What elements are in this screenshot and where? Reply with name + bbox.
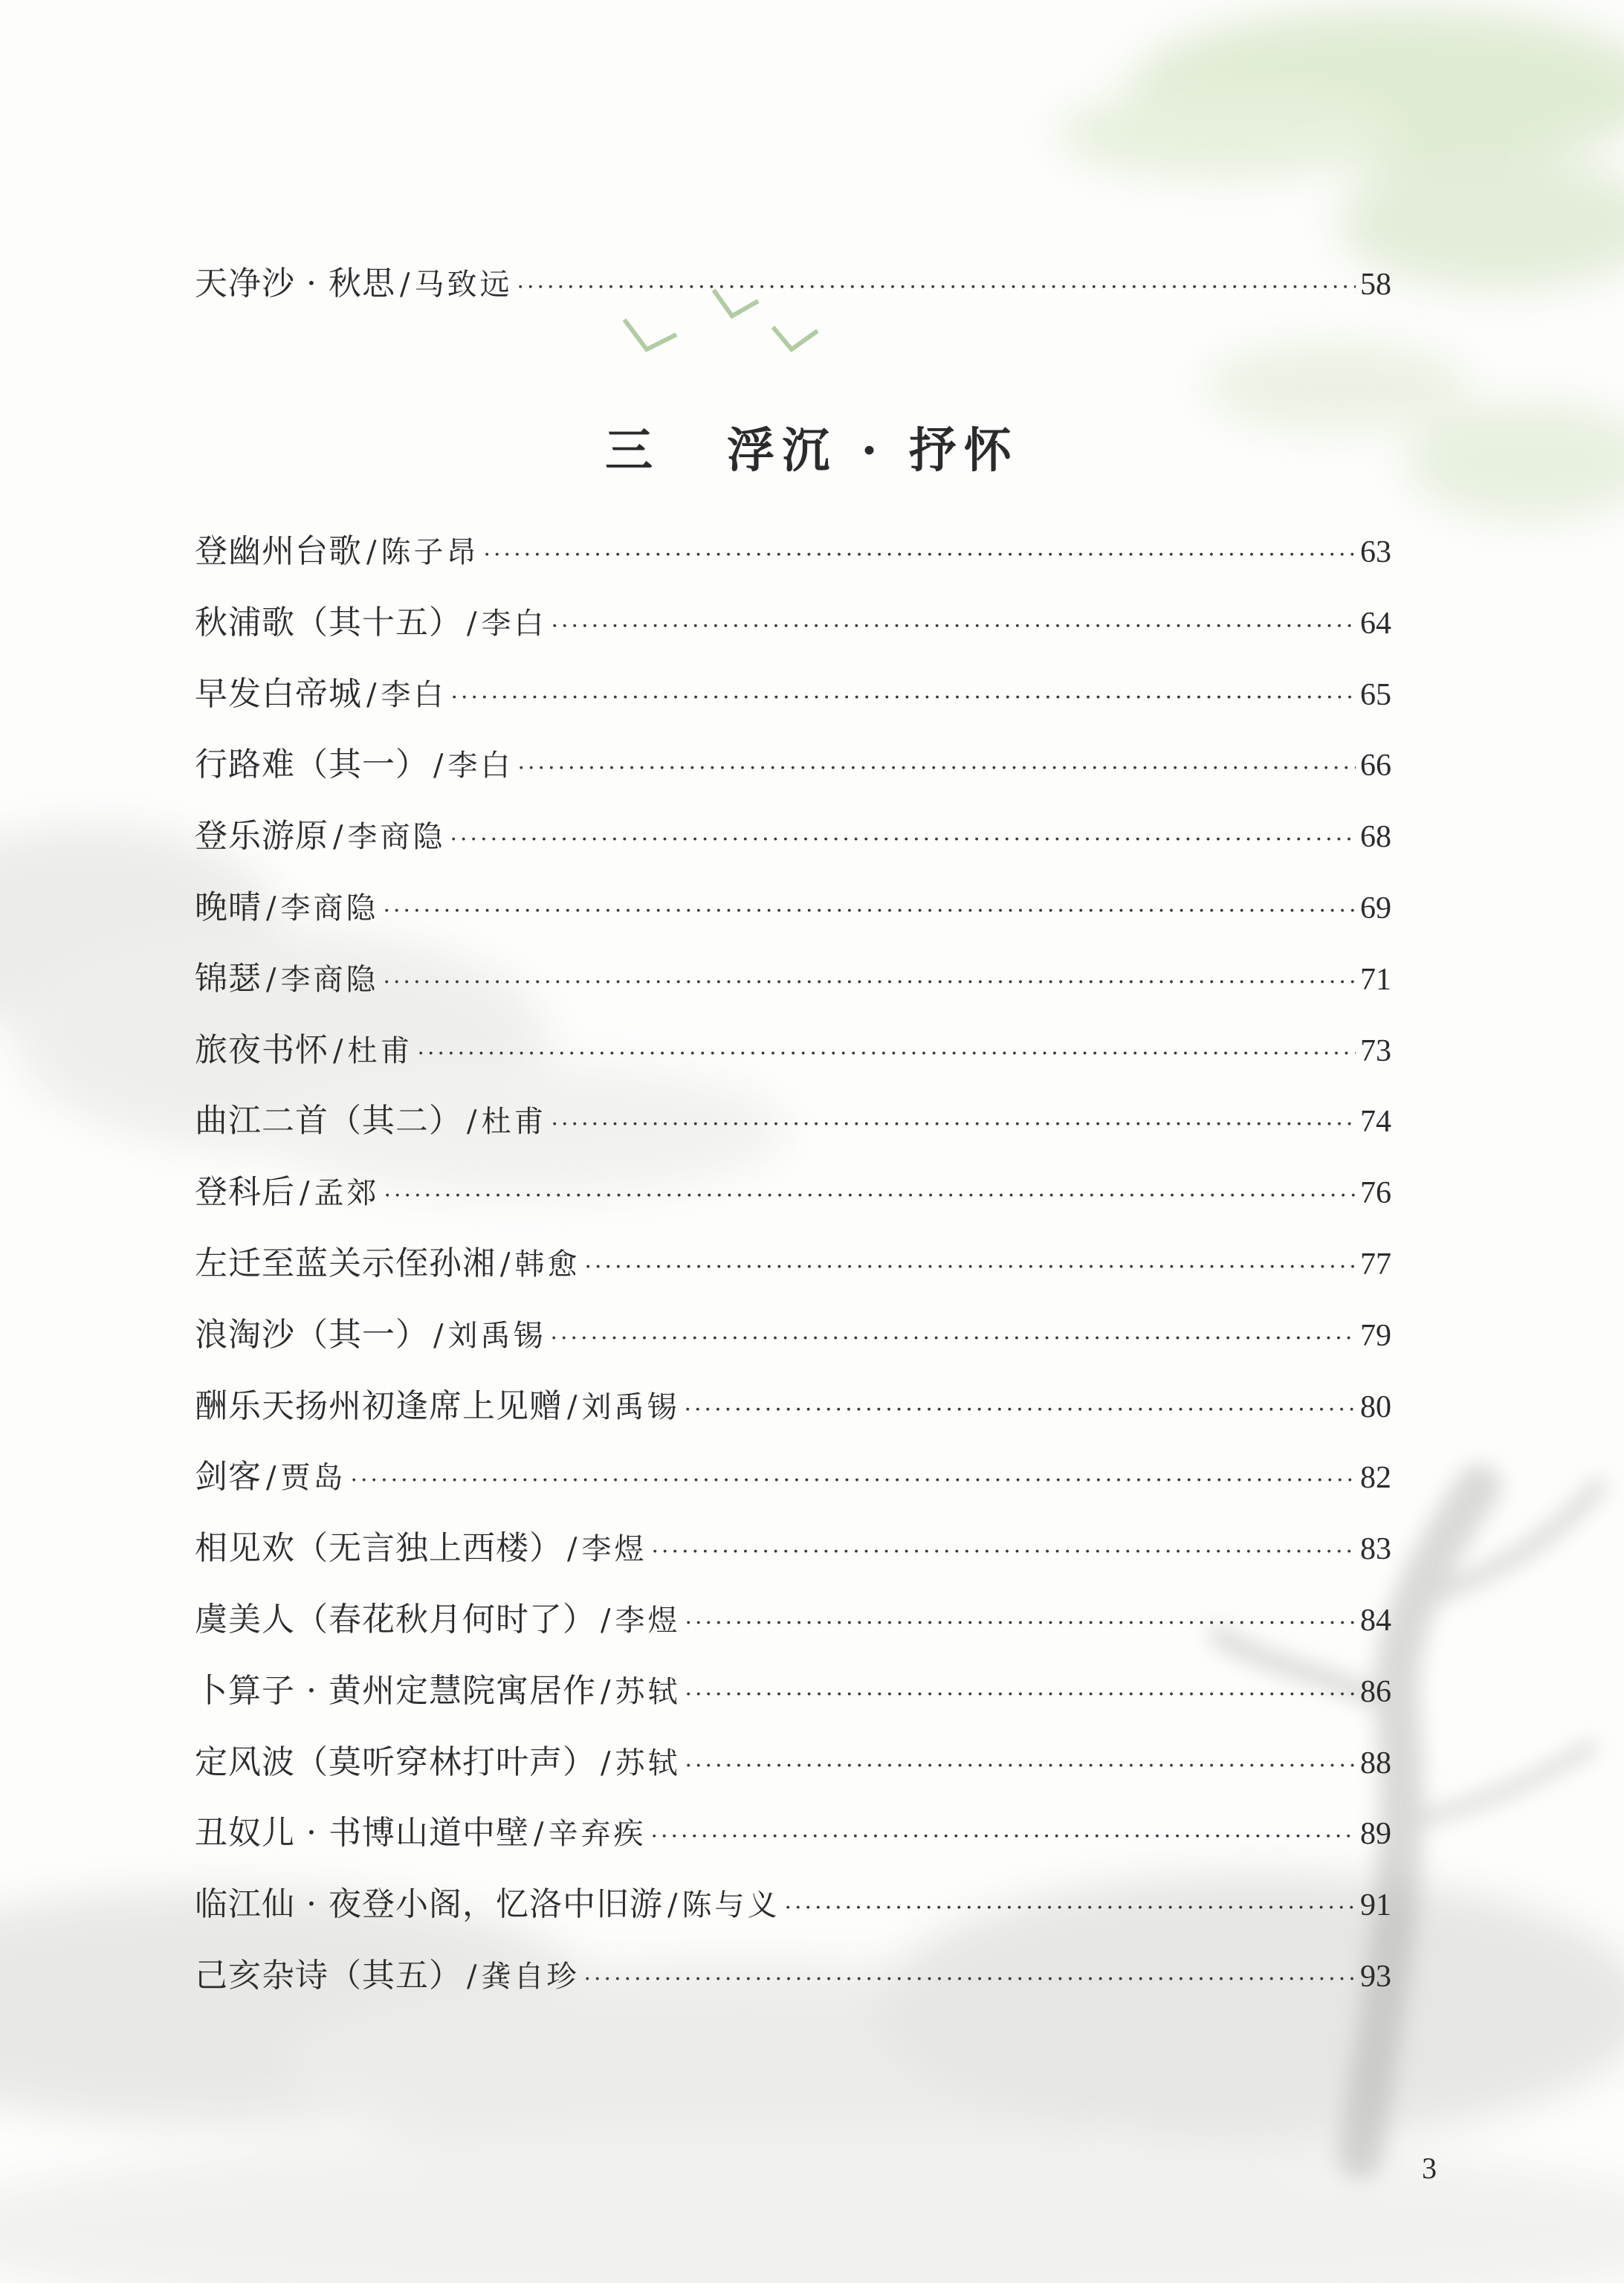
entry-separator: / — [667, 1888, 678, 1923]
entry-separator: / — [433, 1318, 444, 1353]
section-heading — [0, 413, 1624, 481]
entry-author: 龚自珍 — [481, 1960, 580, 1994]
entry-page: 76 — [1360, 1176, 1391, 1211]
toc-entry[interactable] — [195, 1094, 1391, 1146]
entry-page: 71 — [1360, 962, 1391, 997]
entry-author: 刘禹锡 — [581, 1389, 680, 1424]
entry-title: 定风波（莫听穿林打叶声） — [195, 1743, 596, 1781]
entry-separator: / — [567, 1389, 578, 1424]
entry-separator: / — [433, 749, 444, 784]
entry-separator: / — [533, 1817, 544, 1852]
entry-separator: / — [366, 677, 377, 712]
leader-dots — [517, 755, 1356, 781]
entry-author: 李煜 — [615, 1604, 681, 1638]
entry-title: 左迁至蓝关示侄孙湘 — [195, 1244, 496, 1282]
page-number: 3 — [1422, 2151, 1437, 2185]
entry-page: 79 — [1360, 1318, 1391, 1353]
toc-entry[interactable] — [195, 1877, 1391, 1929]
entry-separator: / — [333, 820, 343, 855]
toc-entry[interactable] — [195, 1735, 1391, 1787]
entry-title: 浪淘沙（其一） — [195, 1315, 429, 1354]
entry-title: 临江仙 · 夜登小阁，忆洛中旧游 — [195, 1885, 663, 1924]
entry-author: 杜甫 — [347, 1033, 413, 1068]
leader-dots — [685, 1753, 1356, 1779]
entry-separator: / — [467, 1105, 477, 1140]
entry-page: 73 — [1360, 1033, 1391, 1068]
entry-author: 陈与义 — [682, 1888, 780, 1923]
leader-dots — [417, 1041, 1356, 1067]
leader-dots — [551, 1111, 1356, 1137]
leader-dots — [685, 1682, 1356, 1708]
leader-dots — [584, 1254, 1356, 1280]
leader-dots — [383, 898, 1356, 924]
entry-author: 贾岛 — [280, 1461, 346, 1496]
leader-dots — [384, 1183, 1356, 1209]
leader-dots — [550, 1325, 1356, 1352]
entry-title: 曲江二首（其二） — [195, 1102, 462, 1140]
entry-page: 86 — [1360, 1674, 1391, 1709]
leader-dots — [383, 969, 1356, 995]
entry-page: 58 — [1360, 268, 1391, 302]
entry-title: 登科后 — [195, 1173, 295, 1212]
entry-title: 晚晴 — [195, 888, 262, 926]
toc-entry[interactable] — [195, 595, 1391, 648]
toc-entry[interactable] — [195, 737, 1391, 789]
entry-title: 秋浦歌（其十五） — [195, 603, 462, 642]
entry-separator: / — [399, 268, 410, 302]
toc-entry[interactable] — [195, 880, 1391, 932]
section-number: 三 — [605, 423, 661, 479]
leader-dots — [483, 542, 1356, 568]
entry-page: 84 — [1360, 1604, 1391, 1638]
entry-title: 虞美人（春花秋月何时了） — [195, 1601, 596, 1638]
entry-title: 己亥杂诗（其五） — [195, 1957, 462, 1995]
entry-page: 93 — [1360, 1960, 1391, 1994]
leader-dots — [517, 274, 1356, 300]
toc-entry[interactable] — [195, 667, 1391, 719]
entry-page: 66 — [1360, 749, 1391, 784]
entry-page: 68 — [1360, 820, 1391, 855]
leader-dots — [583, 1966, 1356, 1992]
toc-entry[interactable] — [195, 1023, 1391, 1075]
entry-title: 卜算子 · 黄州定慧院寓居作 — [195, 1671, 596, 1710]
section-title: 浮沉 · 抒怀 — [727, 423, 1019, 479]
toc-entry[interactable] — [195, 1165, 1391, 1217]
toc-entry[interactable] — [195, 1521, 1391, 1573]
entry-page: 83 — [1360, 1532, 1391, 1567]
entry-separator: / — [601, 1604, 611, 1638]
entry-author: 孟郊 — [314, 1176, 380, 1211]
leader-dots — [651, 1539, 1356, 1565]
toc-entry[interactable] — [195, 1948, 1391, 2001]
entry-title: 旅夜书怀 — [195, 1030, 329, 1069]
entry-author: 苏轼 — [615, 1746, 681, 1780]
toc-entry[interactable] — [195, 1236, 1391, 1288]
toc-entry[interactable] — [195, 809, 1391, 861]
entry-author: 马致远 — [414, 268, 513, 302]
entry-title: 早发白帝城 — [195, 674, 362, 713]
toc-entry[interactable] — [195, 1308, 1391, 1360]
entry-separator: / — [500, 1247, 511, 1282]
leader-dots — [450, 827, 1356, 853]
toc-entry[interactable] — [195, 1664, 1391, 1716]
entry-author: 李商隐 — [280, 891, 379, 926]
entry-page: 64 — [1360, 606, 1391, 641]
entry-title: 行路难（其一） — [195, 746, 429, 784]
entry-author: 李白 — [481, 606, 547, 641]
entry-separator: / — [366, 535, 377, 569]
entry-title: 锦瑟 — [195, 959, 262, 998]
entry-title: 登幽州台歌 — [195, 532, 362, 570]
entry-title: 酬乐天扬州初逢席上见赠 — [195, 1386, 563, 1425]
entry-author: 李白 — [447, 749, 514, 784]
leader-dots — [350, 1467, 1356, 1494]
entry-separator: / — [467, 606, 477, 641]
toc-entry[interactable] — [195, 256, 1391, 309]
toc-entry[interactable] — [195, 524, 1391, 576]
entry-separator: / — [567, 1532, 578, 1567]
toc-entry[interactable] — [195, 1379, 1391, 1431]
entry-title: 天净沙 · 秋思 — [195, 265, 395, 303]
entry-title: 相见欢（无言独上西楼） — [195, 1529, 563, 1568]
entry-page: 82 — [1360, 1461, 1391, 1496]
toc-entry[interactable] — [195, 1592, 1391, 1644]
entry-title: 丑奴儿 · 书博山道中壁 — [195, 1814, 529, 1853]
leader-dots — [784, 1895, 1356, 1921]
entry-author: 刘禹锡 — [447, 1318, 546, 1353]
entry-page: 89 — [1360, 1817, 1391, 1852]
entry-page: 74 — [1360, 1105, 1391, 1140]
entry-author: 李煜 — [581, 1532, 647, 1567]
entry-author: 杜甫 — [481, 1105, 547, 1140]
entry-author: 苏轼 — [615, 1674, 681, 1709]
entry-page: 63 — [1360, 535, 1391, 569]
entry-page: 88 — [1360, 1746, 1391, 1780]
entry-title: 登乐游原 — [195, 817, 329, 856]
entry-page: 65 — [1360, 677, 1391, 712]
entry-author: 李商隐 — [280, 962, 379, 997]
entry-separator: / — [266, 891, 276, 926]
entry-author: 辛弃疾 — [548, 1817, 647, 1852]
entry-separator: / — [467, 1960, 477, 1994]
leader-dots — [450, 685, 1356, 711]
entry-author: 陈子昂 — [381, 535, 479, 569]
entry-separator: / — [300, 1176, 310, 1211]
entry-separator: / — [601, 1746, 611, 1780]
toc-entry[interactable] — [195, 1450, 1391, 1502]
entry-separator: / — [266, 1461, 276, 1496]
entry-author: 韩愈 — [514, 1247, 580, 1282]
entry-author: 李白 — [381, 677, 447, 712]
leader-dots — [551, 613, 1356, 639]
entry-separator: / — [333, 1033, 343, 1068]
entry-separator: / — [266, 962, 276, 997]
entry-author: 李商隐 — [347, 820, 446, 855]
entry-page: 91 — [1360, 1888, 1391, 1923]
toc-entry[interactable] — [195, 1806, 1391, 1858]
entry-page: 77 — [1360, 1247, 1391, 1282]
entry-page: 80 — [1360, 1389, 1391, 1424]
entry-title: 剑客 — [195, 1458, 262, 1496]
leader-dots — [684, 1397, 1356, 1423]
toc-entry[interactable] — [195, 952, 1391, 1004]
entry-page: 69 — [1360, 891, 1391, 926]
leader-dots — [685, 1610, 1356, 1636]
leader-dots — [650, 1824, 1356, 1850]
entry-separator: / — [600, 1674, 611, 1709]
